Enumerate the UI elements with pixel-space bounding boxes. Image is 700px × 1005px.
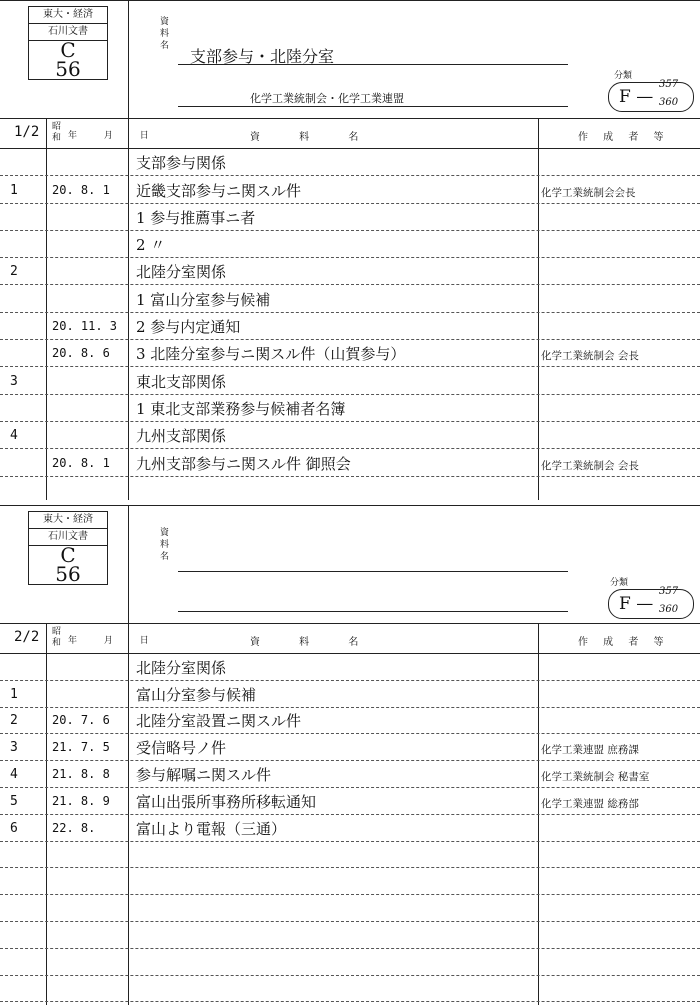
archive-tag-code [29, 38, 107, 81]
row-number: 5 [10, 793, 18, 809]
class-top: 357 [659, 586, 679, 597]
row-rule [0, 707, 700, 708]
field-label: 資料名 [160, 17, 170, 51]
record-card-1 [0, 0, 700, 500]
row-rule [0, 733, 700, 734]
archive-tag-letter: C [60, 38, 76, 62]
row-rule [0, 760, 700, 761]
table-row [0, 923, 700, 950]
class-bottom: 360 [659, 97, 679, 108]
row-author: 化学工業連盟 総務部 [541, 797, 639, 810]
row-document-name: 北陸分室関係 [136, 658, 227, 677]
class-bottom: 360 [659, 604, 679, 615]
row-document-name: 3 北陸分室参与ニ関スル件（山賀参与） [136, 345, 406, 364]
row-document-name: 1 東北支部業務参与候補者名簿 [136, 399, 346, 418]
row-rule [0, 230, 700, 231]
table-row [0, 843, 700, 870]
header-era: 昭和 [52, 122, 62, 143]
row-number: 2 [10, 713, 18, 729]
row-rule [0, 841, 700, 842]
row-rule [0, 421, 700, 422]
table-row [0, 816, 700, 843]
table-row [0, 789, 700, 816]
class-prefix: F — [619, 594, 654, 614]
row-date: 20. 8. 6 [52, 346, 110, 361]
row-rule [0, 787, 700, 788]
row-number: 1 [10, 686, 18, 702]
row-document-name: 1 参与推薦事ニ者 [136, 208, 256, 227]
table-row [0, 735, 700, 762]
table-row [0, 709, 700, 736]
row-rule [0, 975, 700, 976]
header-name: 資 料 名 [250, 132, 377, 143]
row-rule [0, 339, 700, 340]
table-row [0, 150, 700, 177]
row-document-name: 九州支部関係 [136, 427, 227, 446]
row-date: 20. 11. 3 [52, 319, 118, 334]
row-rule [0, 867, 700, 868]
row-document-name: 2 参与内定通知 [136, 318, 241, 337]
row-rule [0, 257, 700, 258]
row-document-name: 近畿支部参与ニ関スル件 [136, 181, 302, 200]
row-author: 化学工業統制会会長 [541, 186, 636, 199]
table-row [0, 177, 700, 204]
table-row [0, 682, 700, 709]
row-author: 化学工業連盟 庶務課 [541, 744, 639, 757]
row-rule [0, 476, 700, 477]
table-row [0, 314, 700, 341]
row-date: 20. 8. 1 [52, 182, 110, 197]
row-author: 化学工業統制会 秘書室 [541, 770, 650, 783]
row-number: 4 [10, 766, 18, 782]
row-number: 6 [10, 820, 18, 836]
row-document-name: 北陸分室関係 [136, 263, 227, 282]
row-rule [0, 284, 700, 285]
header-date: 年 月 日 [68, 131, 161, 141]
row-rule [0, 312, 700, 313]
row-number: 3 [10, 373, 18, 389]
header-author: 作 成 者 等 [578, 637, 670, 648]
row-date: 20. 7. 6 [52, 713, 110, 728]
archive-tag-line1: 東大・経済 [29, 512, 107, 529]
table-row [0, 259, 700, 286]
table-row [0, 950, 700, 977]
row-document-name: 参与解嘱ニ関スル件 [136, 765, 272, 784]
table-row [0, 977, 700, 1004]
row-document-name: 東北支部関係 [136, 372, 227, 391]
row-rule [0, 203, 700, 204]
archive-tag [28, 6, 108, 80]
header-era: 昭和 [52, 627, 62, 648]
table-row [0, 368, 700, 395]
row-author: 化学工業統制会 会長 [541, 459, 639, 472]
row-document-name: 2 〃 [136, 236, 166, 255]
table-row [0, 423, 700, 450]
table-row [0, 655, 700, 682]
record-card-2 [0, 505, 700, 1005]
row-document-name: 1 富山分室参与候補 [136, 290, 271, 309]
row-rule [0, 175, 700, 176]
row-document-name: 受信略号ノ件 [136, 739, 227, 758]
row-document-name: 支部参与関係 [136, 154, 227, 173]
row-document-name: 富山出張所事務所移転通知 [136, 792, 317, 811]
page-number: 1/2 [14, 124, 40, 140]
row-rule [0, 366, 700, 367]
row-number: 2 [10, 264, 18, 280]
row-date: 20. 8. 1 [52, 455, 110, 470]
table-row [0, 869, 700, 896]
table-row [0, 396, 700, 423]
table-row [0, 341, 700, 368]
table-row [0, 896, 700, 923]
row-rule [0, 894, 700, 895]
row-date: 21. 7. 5 [52, 740, 110, 755]
row-document-name: 北陸分室設置ニ関スル件 [136, 712, 302, 731]
classification-stamp [608, 586, 694, 619]
row-number: 1 [10, 182, 18, 198]
header-date: 年 月 日 [68, 636, 161, 646]
class-label: 分類 [610, 578, 629, 588]
archive-tag-code [29, 543, 107, 586]
row-rule [0, 394, 700, 395]
archive-tag-letter: C [60, 543, 76, 567]
row-rule [0, 448, 700, 449]
row-document-name: 富山より電報（三通） [136, 819, 287, 838]
table-row [0, 232, 700, 259]
row-number: 4 [10, 428, 18, 444]
row-number: 3 [10, 740, 18, 756]
table-row [0, 205, 700, 232]
document-title: 支部参与・北陸分室 [190, 47, 335, 66]
table-row [0, 762, 700, 789]
row-date: 22. 8. [52, 820, 96, 835]
row-rule [0, 948, 700, 949]
field-label: 資料名 [160, 528, 170, 562]
header-name: 資 料 名 [250, 637, 377, 648]
archive-tag [28, 511, 108, 585]
page-number: 2/2 [14, 629, 40, 645]
row-rule [0, 680, 700, 681]
row-rule [0, 921, 700, 922]
row-rule [0, 1001, 700, 1002]
archive-tag-line2: 石川文書 [29, 24, 107, 41]
archive-tag-number: 56 [55, 57, 81, 81]
row-date: 21. 8. 9 [52, 793, 110, 808]
archive-tag-line2: 石川文書 [29, 529, 107, 546]
class-prefix: F — [619, 87, 654, 107]
class-label: 分類 [614, 71, 633, 81]
archive-tag-number: 56 [55, 562, 81, 586]
row-document-name: 九州支部参与ニ関スル件 御照会 [136, 454, 351, 473]
table-row [0, 450, 700, 477]
classification-stamp [608, 79, 694, 112]
table-row [0, 287, 700, 314]
row-document-name: 富山分室参与候補 [136, 685, 257, 704]
header-author: 作 成 者 等 [578, 132, 670, 143]
row-rule [0, 814, 700, 815]
class-top: 357 [659, 79, 679, 90]
publisher: 化学工業統制会・化学工業連盟 [250, 92, 404, 105]
row-date: 21. 8. 8 [52, 766, 110, 781]
row-author: 化学工業統制会 会長 [541, 350, 639, 363]
archive-tag-line1: 東大・経済 [29, 7, 107, 24]
